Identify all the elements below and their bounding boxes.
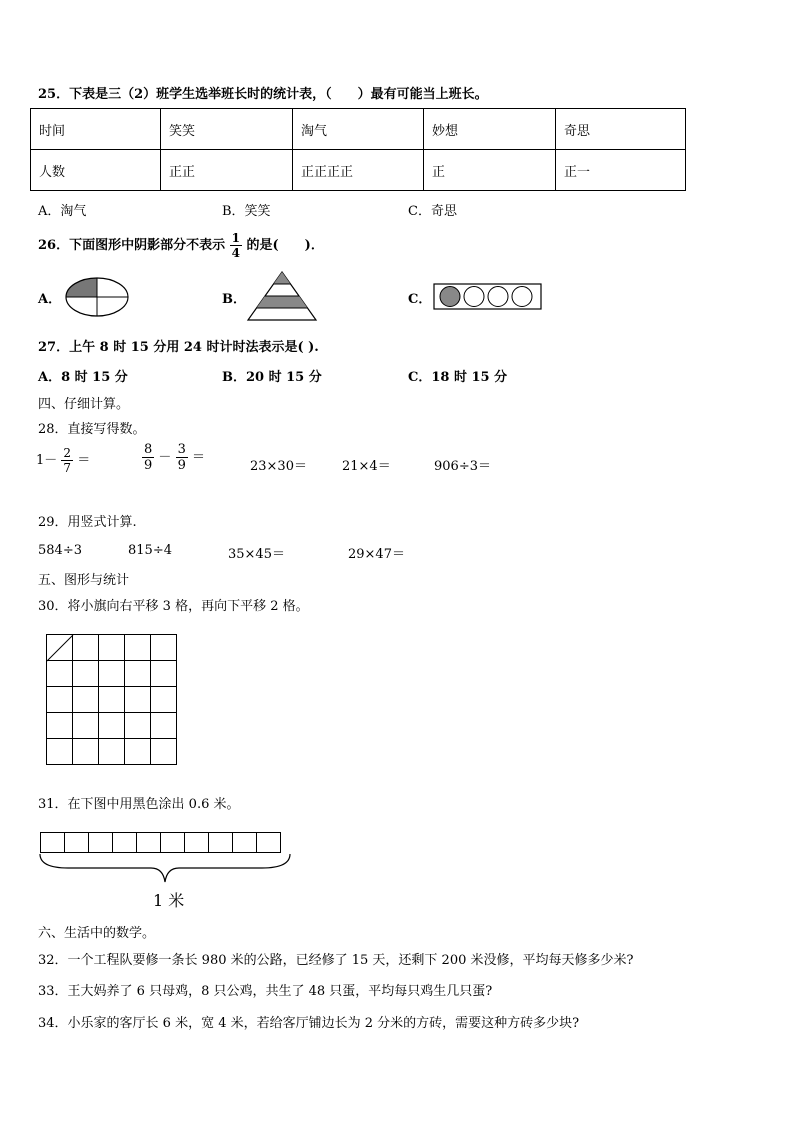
q33-question: 33．王大妈养了 6 只母鸡，8 只公鸡，共生了 48 只蛋，平均每只鸡生几只蛋? — [38, 984, 493, 999]
section-4-title: 四、仔细计算。 — [38, 397, 130, 412]
grid-row — [47, 661, 177, 687]
q29-item-3: 35×45＝ — [228, 547, 285, 562]
grid-cell — [151, 739, 177, 765]
meter-segment[interactable] — [257, 833, 281, 853]
table-cell: 奇思 — [556, 109, 686, 150]
meter-segment[interactable] — [137, 833, 161, 853]
meter-label: 1 米 — [153, 891, 185, 910]
table-cell: 笑笑 — [161, 109, 293, 150]
meter-segment[interactable] — [185, 833, 209, 853]
grid-cell — [125, 635, 151, 661]
shaded-circle — [440, 287, 460, 307]
q29-item-2: 815÷4 — [128, 543, 172, 558]
flag-pole — [47, 635, 73, 661]
q26-question — [38, 232, 324, 259]
grid-cell — [151, 687, 177, 713]
grid-cell — [73, 713, 99, 739]
q34-question: 34．小乐家的客厅长 6 米，宽 4 米，若给客厅铺边长为 2 分米的方砖，需要这种方砖多少块? — [38, 1016, 580, 1031]
fraction — [176, 443, 188, 472]
fraction-numerator: 2 — [63, 446, 72, 460]
meter-segment[interactable] — [89, 833, 113, 853]
grid-cell — [151, 635, 177, 661]
table-cell: 正正 — [161, 150, 293, 191]
meter-row — [41, 833, 281, 853]
meter-segment[interactable] — [233, 833, 257, 853]
flag-icon — [46, 634, 74, 662]
q29-item-1: 584÷3 — [38, 543, 82, 558]
q28-expr-2 — [142, 443, 205, 472]
brace-icon — [38, 852, 292, 886]
expr-text: － — [158, 450, 172, 465]
grid-cell — [73, 635, 99, 661]
meter-segment[interactable] — [209, 833, 233, 853]
meter-segment[interactable] — [41, 833, 65, 853]
q26-question-post: 的是( )． — [246, 238, 324, 253]
q26-label-b[interactable]: B． — [222, 292, 246, 307]
meter-segment[interactable] — [65, 833, 89, 853]
table-cell: 妙想 — [424, 109, 556, 150]
fraction — [61, 447, 73, 474]
q26-label-c[interactable]: C． — [408, 292, 432, 307]
q28-question: 28．直接写得数。 — [38, 422, 146, 437]
meter-segment[interactable] — [113, 833, 137, 853]
q25-question: 25．下表是三（2）班学生选举班长时的统计表，（ ）最有可能当上班长。 — [38, 87, 488, 102]
section-5-title: 五、图形与统计 — [38, 573, 130, 588]
meter-bar — [40, 832, 281, 853]
circle-figure — [64, 276, 130, 318]
fraction — [142, 443, 154, 472]
q25-option-b[interactable]: B．笑笑 — [222, 204, 271, 219]
grid-cell — [99, 713, 125, 739]
grid-cell — [125, 713, 151, 739]
grid-row — [47, 687, 177, 713]
circle — [488, 287, 508, 307]
table-row — [31, 150, 686, 191]
q26-question-pre: 26．下面图形中阴影部分不表示 — [38, 238, 226, 253]
grid-cell — [151, 661, 177, 687]
grid-cell — [99, 661, 125, 687]
q27-option-a[interactable]: A．8 时 15 分 — [38, 370, 128, 385]
q27-option-b[interactable]: B．20 时 15 分 — [222, 370, 322, 385]
grid-cell — [125, 661, 151, 687]
q28-expr-4: 21×4＝ — [342, 459, 391, 474]
q27-option-c[interactable]: C．18 时 15 分 — [408, 370, 508, 385]
fraction-numerator: 8 — [144, 442, 153, 457]
meter-segment[interactable] — [161, 833, 185, 853]
q26-label-a[interactable]: A． — [38, 292, 62, 307]
table-cell: 时间 — [31, 109, 161, 150]
fraction-numerator: 1 — [231, 231, 240, 245]
table-cell: 正 — [424, 150, 556, 191]
grid-cell — [151, 713, 177, 739]
q31-question: 31．在下图中用黑色涂出 0.6 米。 — [38, 797, 240, 812]
table-cell: 淘气 — [293, 109, 424, 150]
q30-question: 30．将小旗向右平移 3 格，再向下平移 2 格。 — [38, 599, 309, 614]
brace-path — [40, 854, 290, 882]
expr-text: 1－ — [36, 453, 58, 468]
q27-question: 27．上午 8 时 15 分用 24 时计时法表示是( ). — [38, 340, 319, 355]
grid-cell — [125, 687, 151, 713]
vote-table — [30, 108, 686, 191]
q28-expr-3: 23×30＝ — [250, 459, 307, 474]
grid-cell — [125, 739, 151, 765]
triangle-figure — [246, 270, 318, 322]
circles-figure — [433, 283, 543, 310]
circle — [464, 287, 484, 307]
expr-text: ＝ — [77, 453, 91, 468]
table-cell: 人数 — [31, 150, 161, 191]
fraction-denominator: 7 — [63, 461, 72, 475]
grid-row — [47, 713, 177, 739]
fraction-denominator: 4 — [231, 246, 240, 260]
grid-row — [47, 739, 177, 765]
q29-item-4: 29×47＝ — [348, 547, 405, 562]
grid-cell — [47, 713, 73, 739]
grid-cell — [73, 661, 99, 687]
section-6-title: 六、生活中的数学。 — [38, 926, 156, 941]
fraction — [230, 232, 242, 259]
expr-text: ＝ — [192, 450, 206, 465]
table-row — [31, 109, 686, 150]
table-cell: 正正正正 — [293, 150, 424, 191]
grid-cell — [73, 687, 99, 713]
q32-question: 32．一个工程队要修一条长 980 米的公路，已经修了 15 天，还剩下 200 米没修，平均每天修多少米? — [38, 953, 634, 968]
q28-expr-5: 906÷3＝ — [434, 459, 491, 474]
grid-cell — [73, 739, 99, 765]
grid-cell — [99, 687, 125, 713]
fraction-numerator: 3 — [177, 442, 186, 457]
table-cell: 正一 — [556, 150, 686, 191]
q28-expr-1 — [36, 447, 90, 474]
q25-option-c[interactable]: C．奇思 — [408, 204, 457, 219]
grid-cell — [99, 739, 125, 765]
grid-cell — [47, 687, 73, 713]
grid-cell — [99, 635, 125, 661]
fraction-denominator: 9 — [144, 458, 153, 473]
shaded-band — [274, 272, 291, 284]
grid-cell — [47, 661, 73, 687]
shaded-band — [257, 296, 308, 308]
q29-question: 29．用竖式计算. — [38, 515, 137, 530]
grid-cell — [47, 739, 73, 765]
fraction-denominator: 9 — [177, 458, 186, 473]
q25-option-a[interactable]: A．淘气 — [38, 204, 87, 219]
circle — [512, 287, 532, 307]
